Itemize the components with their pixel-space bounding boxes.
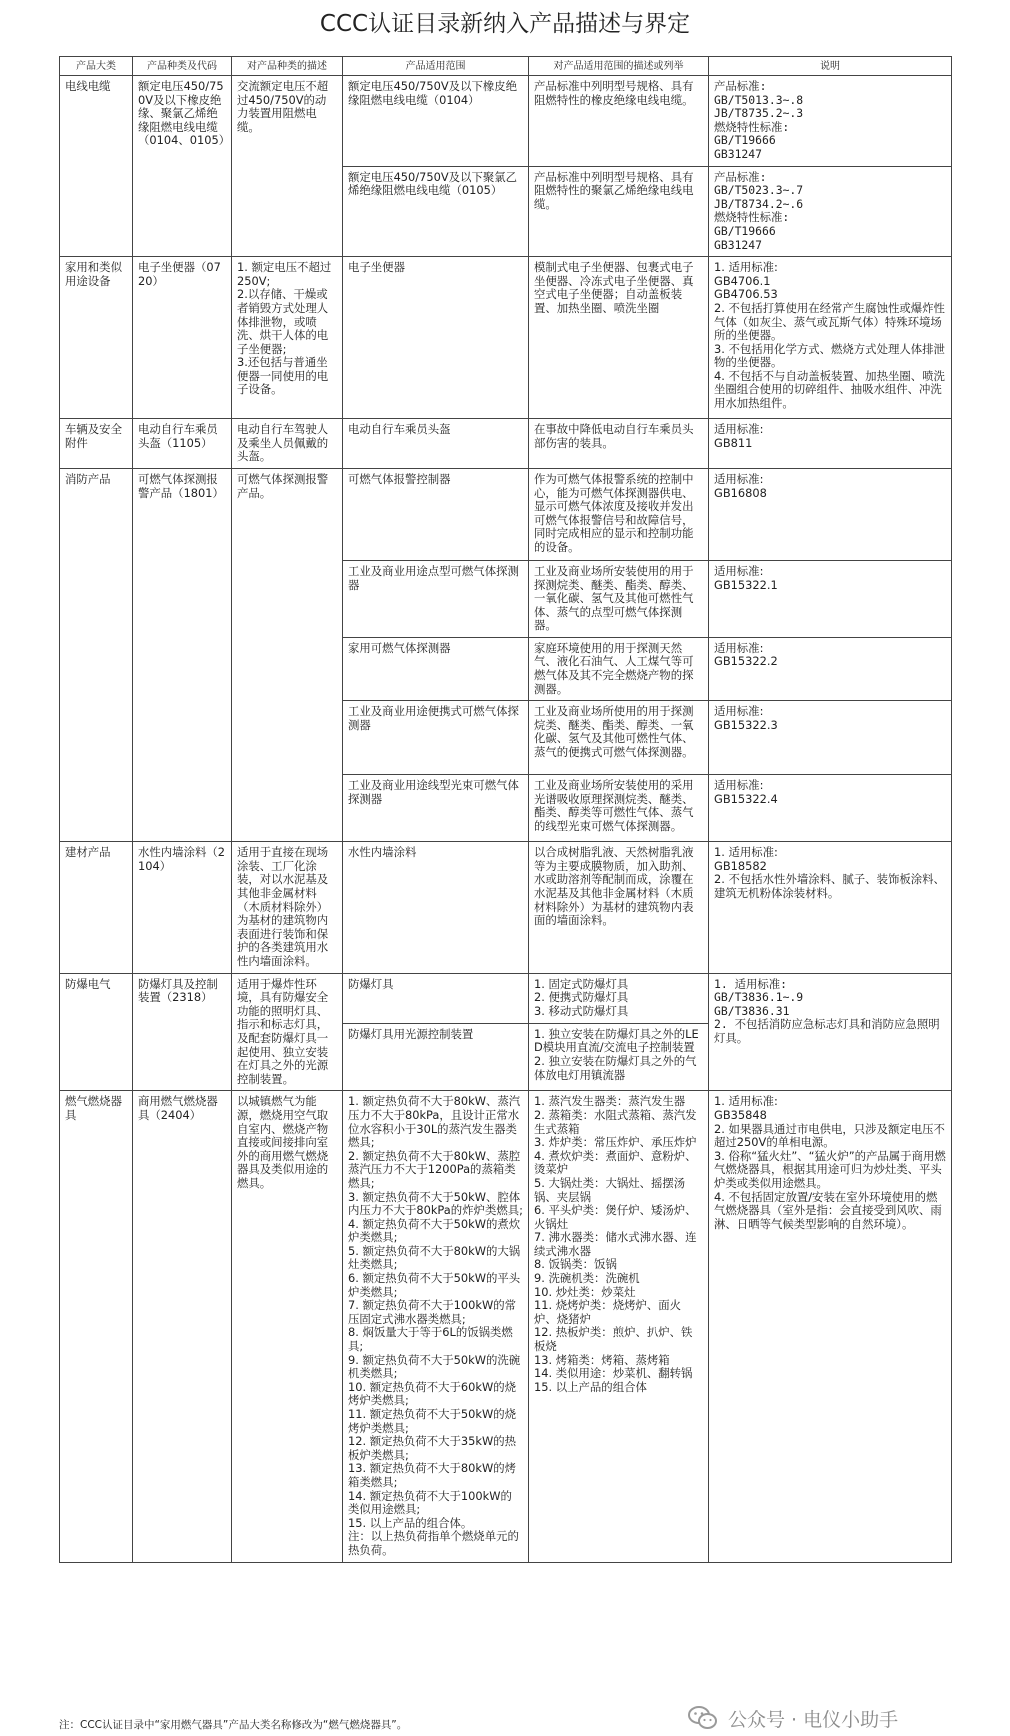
scope-desc-cell: 1. 固定式防爆灯具 2. 便携式防爆灯具 3. 移动式防爆灯具: [529, 973, 709, 1023]
watermark: [688, 1703, 898, 1733]
product-code-cell: 额定电压450/750V及以下橡皮绝缘、聚氯乙烯绝缘阻燃电线电缆（0104、0105）: [133, 76, 232, 257]
header-note: 说明: [709, 57, 952, 76]
scope-cell: 额定电压450/750V及以下橡皮绝缘阻燃电线电缆（0104）: [343, 76, 529, 167]
header-scope-desc: 对产品适用范围的描述或列举: [529, 57, 709, 76]
scope-cell: 电动自行车乘员头盔: [343, 419, 529, 469]
header-description: 对产品种类的描述: [232, 57, 343, 76]
description-cell: 1. 额定电压不超过250V; 2.以存储、干燥或者销毁方式处理人体排泄物，或喷洗、烘干人体的电子坐便器; 3.还包括与普通坐便器一同使用的电子设备。: [232, 257, 343, 419]
scope-desc-cell: 产品标准中列明型号规格、具有阻燃特性的橡皮绝缘电线电缆。: [529, 76, 709, 167]
scope-desc-cell: 工业及商业场所安装使用的采用光谱吸收原理探测烷类、醚类、酯类、醇类等可燃性气体、蒸气的线型光束可燃气体探测器。: [529, 775, 709, 842]
scope-cell: 工业及商业用途便携式可燃气体探测器: [343, 701, 529, 775]
scope-desc-cell: 作为可燃气体报警系统的控制中心，能为可燃气体探测器供电、显示可燃气体浓度及接收并发出可燃气体报警信号和故障信号，同时完成相应的显示和控制功能的设备。: [529, 468, 709, 560]
product-code-cell: 商用燃气燃烧器具（2404）: [133, 1091, 232, 1563]
category-cell: 车辆及安全附件: [60, 419, 133, 469]
table-row: [60, 257, 952, 419]
scope-desc-cell: 1. 独立安装在防爆灯具之外的LED模块用直流/交流电子控制装置 2. 独立安装在防爆灯具之外的气体放电灯用镇流器: [529, 1023, 709, 1091]
header-scope: 产品适用范围: [343, 57, 529, 76]
wechat-icon: [688, 1705, 718, 1731]
scope-cell: 工业及商业用途线型光束可燃气体探测器: [343, 775, 529, 842]
scope-desc-cell: 以合成树脂乳液、天然树脂乳液等为主要成膜物质，加入助剂、水或助溶剂等配制而成，涂覆在水泥基及其他非金属材料（木质材料除外）为基材的建筑物内表面的墙面涂料。: [529, 842, 709, 973]
scope-desc-cell: 产品标准中列明型号规格、具有阻燃特性的聚氯乙烯绝缘电线电缆。: [529, 166, 709, 257]
scope-desc-cell: 在事故中降低电动自行车乘员头部伤害的装具。: [529, 419, 709, 469]
note-cell: 适用标准: GB15322.2: [709, 637, 952, 700]
category-cell: 消防产品: [60, 468, 133, 841]
table-row: [60, 973, 952, 1023]
category-cell: 建材产品: [60, 842, 133, 973]
product-code-cell: 水性内墙涂料（2104）: [133, 842, 232, 973]
note-cell: 适用标准: GB16808: [709, 468, 952, 560]
note-cell: 1. 适用标准: GB/T3836.1~.9 GB/T3836.31 2. 不包括消防应急标志灯具和消防应急照明灯具。: [709, 973, 952, 1091]
description-cell: 以城镇燃气为能源，燃烧用空气取自室内、燃烧产物直接或间接排向室外的商用燃气燃烧器具及类似用途的燃具。: [232, 1091, 343, 1563]
scope-cell: 可燃气体报警控制器: [343, 468, 529, 560]
table-row: [60, 842, 952, 973]
scope-desc-cell: 工业及商业场所使用的用于探测烷类、醚类、酯类、醇类、一氧化碳、氢气及其他可燃性气体、蒸气的便携式可燃气体探测器。: [529, 701, 709, 775]
watermark-text: 公众号 · 电仪小助手: [728, 1708, 899, 1731]
footnote: 注：CCC认证目录中“家用燃气器具”产品大类名称修改为“燃气燃烧器具”。: [59, 1719, 408, 1731]
note-cell: 1. 适用标准: GB35848 2. 如果器具通过市电供电，只涉及额定电压不超过250V的单相电源。 3. 俗称“猛火灶”、“猛火炉”的产品属于商用燃气燃烧器具，根据其用途可归为炒灶类、平头炉类或类似用途燃具。 4. 不包括固定放置/安装在室外环境使用的燃气燃烧器具（室外是指：会直接受到风吹、雨淋、日晒等气候类型影响的自然环境）。: [709, 1091, 952, 1563]
description-cell: 电动自行车驾驶人及乘坐人员佩戴的头盔。: [232, 419, 343, 469]
scope-desc-cell: 工业及商业场所安装使用的用于探测烷类、醚类、酯类、醇类、一氧化碳、氢气及其他可燃性气体、蒸气的点型可燃气体探测器。: [529, 560, 709, 637]
product-code-cell: 电子坐便器（0720）: [133, 257, 232, 419]
description-cell: 可燃气体探测报警产品。: [232, 468, 343, 841]
category-cell: 燃气燃烧器具: [60, 1091, 133, 1563]
note-cell: 产品标准: GB/T5023.3~.7 JB/T8734.2~.6 燃烧特性标准: GB/T19666 GB31247: [709, 166, 952, 257]
scope-desc-cell: 1. 蒸汽发生器类：蒸汽发生器 2. 蒸箱类：水阻式蒸箱、蒸汽发生式蒸箱 3. 炸炉类：常压炸炉、承压炸炉 4. 煮炊炉类：煮面炉、意粉炉、烫菜炉 5. 大锅灶类：大锅灶、摇摆汤锅、夹层锅 6. 平头炉类：煲仔炉、矮汤炉、火锅灶 7. 沸水器类：储水式沸水器、连续式沸水器 8. 饭锅类：饭锅 9. 洗碗机类：洗碗机 10. 炒灶类：炒菜灶 11. 烧烤炉类：烧烤炉、面火炉、烧猪炉 12. 热板炉类：煎炉、扒炉、铁板烧 13. 烤箱类：烤箱、蒸烤箱 14. 类似用途：炒菜机、翻转锅 15. 以上产品的组合体: [529, 1091, 709, 1563]
note-cell: 适用标准: GB15322.1: [709, 560, 952, 637]
note-cell: 适用标准: GB15322.3: [709, 701, 952, 775]
description-cell: 适用于直接在现场涂装、工厂化涂装，对以水泥基及其他非金属材料（木质材料除外）为基材的建筑物内表面进行装饰和保护的各类建筑用水性内墙面涂料。: [232, 842, 343, 973]
product-code-cell: 防爆灯具及控制装置（2318）: [133, 973, 232, 1091]
description-cell: 交流额定电压不超过450/750V的动力装置用阻燃电缆。: [232, 76, 343, 257]
category-cell: 电线电缆: [60, 76, 133, 257]
scope-cell: 家用可燃气体探测器: [343, 637, 529, 700]
scope-cell: 水性内墙涂料: [343, 842, 529, 973]
scope-desc-cell: 家庭环境使用的用于探测天然气、液化石油气、人工煤气等可燃气体及其不完全燃烧产物的探测器。: [529, 637, 709, 700]
note-cell: 产品标准: GB/T5013.3~.8 JB/T8735.2~.3 燃烧特性标准: GB/T19666 GB31247: [709, 76, 952, 167]
table-header-row: [60, 57, 952, 76]
description-cell: 适用于爆炸性环境，具有防爆安全功能的照明灯具、指示和标志灯具，及配套防爆灯具一起使用、独立安装在灯具之外的光源控制装置。: [232, 973, 343, 1091]
category-cell: 家用和类似用途设备: [60, 257, 133, 419]
scope-cell: 电子坐便器: [343, 257, 529, 419]
catalog-table: [59, 56, 952, 1563]
product-code-cell: 电动自行车乘员头盔（1105）: [133, 419, 232, 469]
table-row: [60, 419, 952, 469]
note-cell: 适用标准: GB15322.4: [709, 775, 952, 842]
category-cell: 防爆电气: [60, 973, 133, 1091]
header-product-code: 产品种类及代码: [133, 57, 232, 76]
note-cell: 1. 适用标准: GB4706.1 GB4706.53 2. 不包括打算使用在经常产生腐蚀性或爆炸性气体（如灰尘、蒸气或瓦斯气体）特殊环境场所的坐便器。 3. 不包括用化学方式、燃烧方式处理人体排泄物的坐便器。 4. 不包括不与自动盖板装置、加热坐圈、喷洗坐圈组合使用的切碎组件、抽吸水组件、冲洗用水加热组件。: [709, 257, 952, 419]
table-row: [60, 76, 952, 167]
header-category: 产品大类: [60, 57, 133, 76]
page-title: CCC认证目录新纳入产品描述与界定: [319, 11, 691, 37]
scope-cell: 工业及商业用途点型可燃气体探测器: [343, 560, 529, 637]
table-row: [60, 468, 952, 560]
table-row: [60, 1091, 952, 1563]
scope-cell: 1. 额定热负荷不大于80kW、蒸汽压力不大于80kPa，且设计正常水位水容积小于30L的蒸汽发生器类燃具; 2. 额定热负荷不大于80kW、蒸腔蒸汽压力不大于1200Pa的蒸箱类燃具; 3. 额定热负荷不大于50kW、腔体内压力不大于80kPa的炸炉类燃具; 4. 额定热负荷不大于50kW的煮炊炉类燃具; 5. 额定热负荷不大于80kW的大锅灶类燃具; 6. 额定热负荷不大于50kW的平头炉类燃具; 7. 额定热负荷不大于100kW的常压固定式沸水器类燃具; 8. 焖饭量大于等于6L的饭锅类燃具; 9. 额定热负荷不大于50kW的洗碗机类燃具; 10. 额定热负荷不大于60kW的烧烤炉类燃具; 11. 额定热负荷不大于50kW的烧烤炉类燃具; 12. 额定热负荷不大于35kW的热板炉类燃具; 13. 额定热负荷不大于80kW的烤箱类燃具; 14. 额定热负荷不大于100kW的类似用途燃具; 15. 以上产品的组合体。 注：以上热负荷指单个燃烧单元的热负荷。: [343, 1091, 529, 1563]
note-cell: 1. 适用标准: GB18582 2. 不包括水性外墙涂料、腻子、装饰板涂料、建筑无机粉体涂装材料。: [709, 842, 952, 973]
scope-desc-cell: 模制式电子坐便器、包裹式电子坐便器、冷冻式电子坐便器、真空式电子坐便器；自动盖板装置、加热坐圈、喷洗坐圈: [529, 257, 709, 419]
scope-cell: 额定电压450/750V及以下聚氯乙烯绝缘阻燃电线电缆（0105）: [343, 166, 529, 257]
scope-cell: 防爆灯具: [343, 973, 529, 1023]
note-cell: 适用标准: GB811: [709, 419, 952, 469]
scope-cell: 防爆灯具用光源控制装置: [343, 1023, 529, 1091]
product-code-cell: 可燃气体探测报警产品（1801）: [133, 468, 232, 841]
